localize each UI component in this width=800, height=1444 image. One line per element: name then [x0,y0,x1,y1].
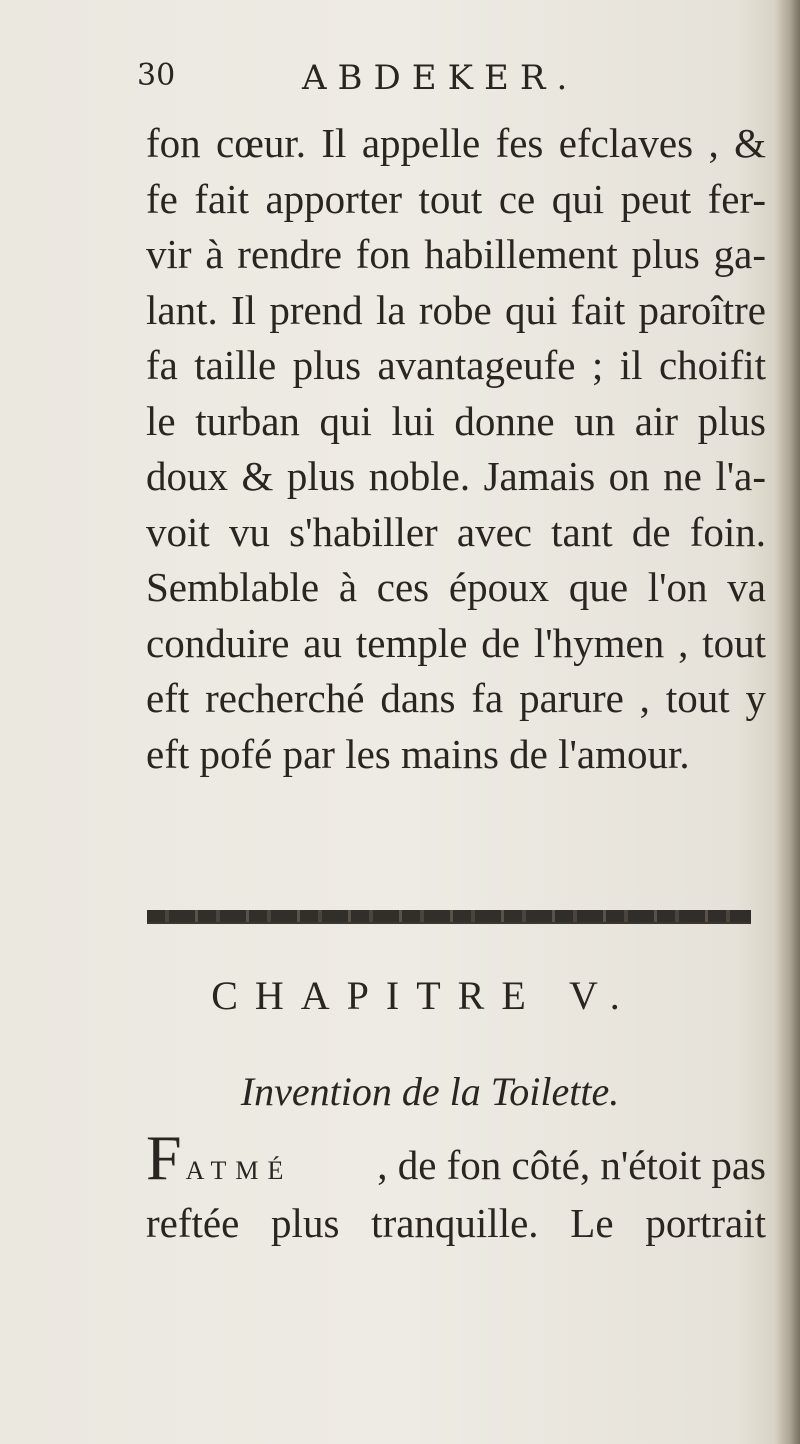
text-line-rest: , de fon côté, n'étoit pas [377,1142,766,1188]
text-line: reftée plus tranquille. Le portrait [146,1200,766,1246]
text-line: le turban qui lui donne un air plus [146,397,766,444]
text-line: eft pofé par les mains de l'amour. [146,730,690,777]
chapter-title: CHAPITRE V. [211,973,637,1018]
text-line: conduire au temple de l'hymen , tout [146,619,766,666]
small-caps-word: ATMÉ [185,1156,293,1185]
ornamental-rule [147,910,751,924]
running-title: ABDEKER. [302,58,579,98]
text-line: Semblable à ces époux que l'on va [146,564,766,610]
page-edge-shadow [774,0,800,1444]
running-head [137,58,657,106]
text-line: vir à rendre fon habillement plus ga- [146,231,766,277]
text-line: eft recherché dans fa parure , tout y [146,675,766,721]
text-line: fe fait apporter tout ce qui peut fer- [146,175,766,222]
dropcap-line [146,1122,766,1193]
paragraph-2 [146,1122,766,1254]
chapter-subtitle: Invention de la Toilette. [240,1069,620,1114]
text-line: fon cœur. Il appelle fes efclaves , & [146,120,766,166]
text-line: doux & plus noble. Jamais on ne l'a- [146,453,766,499]
text-line: voit vu s'habiller avec tant de foin. [146,508,766,555]
text-line: fa taille plus avantageufe ; il choifit [146,342,766,388]
drop-cap: F [146,1122,182,1193]
page-number: 30 [137,58,176,93]
paragraph-1 [146,116,766,782]
text-line: lant. Il prend la robe qui fait paroître [146,286,766,333]
